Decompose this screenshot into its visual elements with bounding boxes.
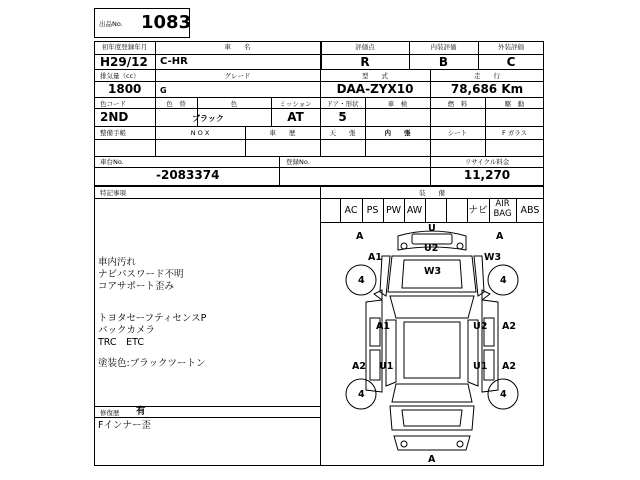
nox-label: N O X (190, 129, 210, 137)
damage-rear-a2-right: A2 (502, 361, 516, 372)
equip-airbag: AIR BAG (493, 199, 512, 219)
notes-label: 特記事項 (100, 189, 126, 197)
score-value: R (360, 55, 370, 69)
transmission-label: ミッション (279, 100, 312, 108)
damage-rear-a2-left: A2 (352, 361, 366, 372)
score-label: 評価点 (355, 43, 375, 51)
damage-front-a-right: A (496, 231, 504, 242)
doors-value: 5 (338, 110, 347, 124)
damage-front-u: U (428, 223, 436, 234)
windshield (390, 296, 474, 318)
drive-label: 駆 動 (504, 100, 525, 108)
damage-a1-left: A1 (368, 252, 382, 263)
lot-number: 1083 (141, 12, 192, 33)
recycle-label: リサイクル料金 (464, 158, 510, 166)
damage-u1-left: U1 (379, 361, 394, 372)
damage-front-u2: U2 (424, 243, 439, 254)
interior-trim-label: 内 張 (384, 129, 411, 137)
tyre-fl-value: 4 (358, 275, 365, 286)
rear-bumper (394, 436, 470, 450)
color-code-value: 2ND (100, 110, 129, 124)
chassis-label: 車台No. (100, 158, 124, 166)
capacity-label: 車 検 (387, 100, 408, 108)
equip-abs: ABS (520, 205, 540, 216)
doors-label: ドア・形状 (326, 100, 359, 108)
displacement-value: 1800 (108, 82, 142, 96)
grade-label: グレード (224, 72, 251, 80)
repair-label: 修復歴 (100, 409, 120, 417)
lot-number-label: 出品No. (99, 20, 123, 28)
exterior-value: C (506, 55, 516, 69)
color-code-label: 色コード (100, 100, 126, 108)
note-line: 車内汚れ (98, 257, 137, 268)
seat-label: シート (447, 129, 468, 137)
glass-label: F ガラス (501, 129, 528, 137)
color-label: 色 (230, 100, 238, 108)
car-diagram (320, 222, 544, 466)
grade-value: G (160, 86, 167, 95)
registration-label: 初年度登録年月 (101, 43, 148, 51)
maintenance-label: 整備手帳 (100, 129, 126, 137)
damage-rear-a: A (428, 454, 436, 465)
fuel-label: 燃 料 (447, 100, 468, 108)
chassis-value: -2083374 (156, 168, 220, 182)
interior-value: B (438, 55, 449, 69)
equip-ps: PS (366, 205, 379, 216)
car-name-value: C-HR (160, 56, 188, 67)
recycle-value: 11,270 (463, 168, 511, 182)
note-line: トヨタセーフティセンスP (98, 313, 207, 324)
mileage-label: 走 行 (474, 72, 500, 80)
tyre-rr-value: 4 (500, 389, 507, 400)
note-line: コアサポート歪み (98, 281, 175, 292)
repair-note: Fインナー歪 (98, 420, 151, 431)
equip-pw: PW (385, 205, 402, 216)
displacement-label: 排気量（cc） (100, 72, 140, 80)
tyre-fr-value: 4 (500, 275, 507, 286)
equipment-label: 装 備 (419, 189, 445, 197)
equip-ac: AC (344, 205, 358, 216)
history-label: 車 歴 (269, 129, 296, 137)
reg-no-label: 登録No. (286, 158, 310, 166)
model-value: DAA-ZYX10 (336, 82, 414, 96)
damage-side-a2-right: A2 (502, 321, 516, 332)
interior-label: 内装評価 (430, 43, 457, 51)
mileage-value: 78,686 Km (450, 82, 524, 96)
damage-front-a-left: A (356, 231, 364, 242)
equip-navi: ナビ (468, 205, 488, 216)
sunroof-label: 天 張 (329, 129, 356, 137)
damage-side-u2: U2 (473, 321, 488, 332)
damage-w3-right: W3 (484, 252, 502, 263)
equip-aw: AW (406, 205, 423, 216)
car-name-label: 車 名 (224, 43, 251, 51)
transmission-value: AT (287, 110, 304, 124)
color-system-label: 色 替 (166, 100, 186, 108)
damage-u1-right: U1 (473, 361, 488, 372)
note-line: TRC ETC (98, 337, 144, 348)
rear-window (392, 384, 472, 402)
color-value: ブラック (192, 114, 224, 123)
roof (404, 322, 460, 378)
registration-value: H29/12 (100, 55, 148, 69)
note-line: 塗装色:ブラックツートン (98, 358, 206, 369)
model-label: 型 式 (362, 72, 388, 80)
damage-w3-center: W3 (424, 266, 442, 277)
tyre-rl-value: 4 (358, 389, 365, 400)
lot-number-box (94, 8, 190, 38)
note-line: バックカメラ (98, 325, 156, 336)
repair-value: 有 (136, 406, 146, 417)
damage-side-a1: A1 (376, 321, 390, 332)
exterior-label: 外装評価 (498, 43, 524, 51)
note-line: ナビパスワード不明 (98, 269, 184, 280)
